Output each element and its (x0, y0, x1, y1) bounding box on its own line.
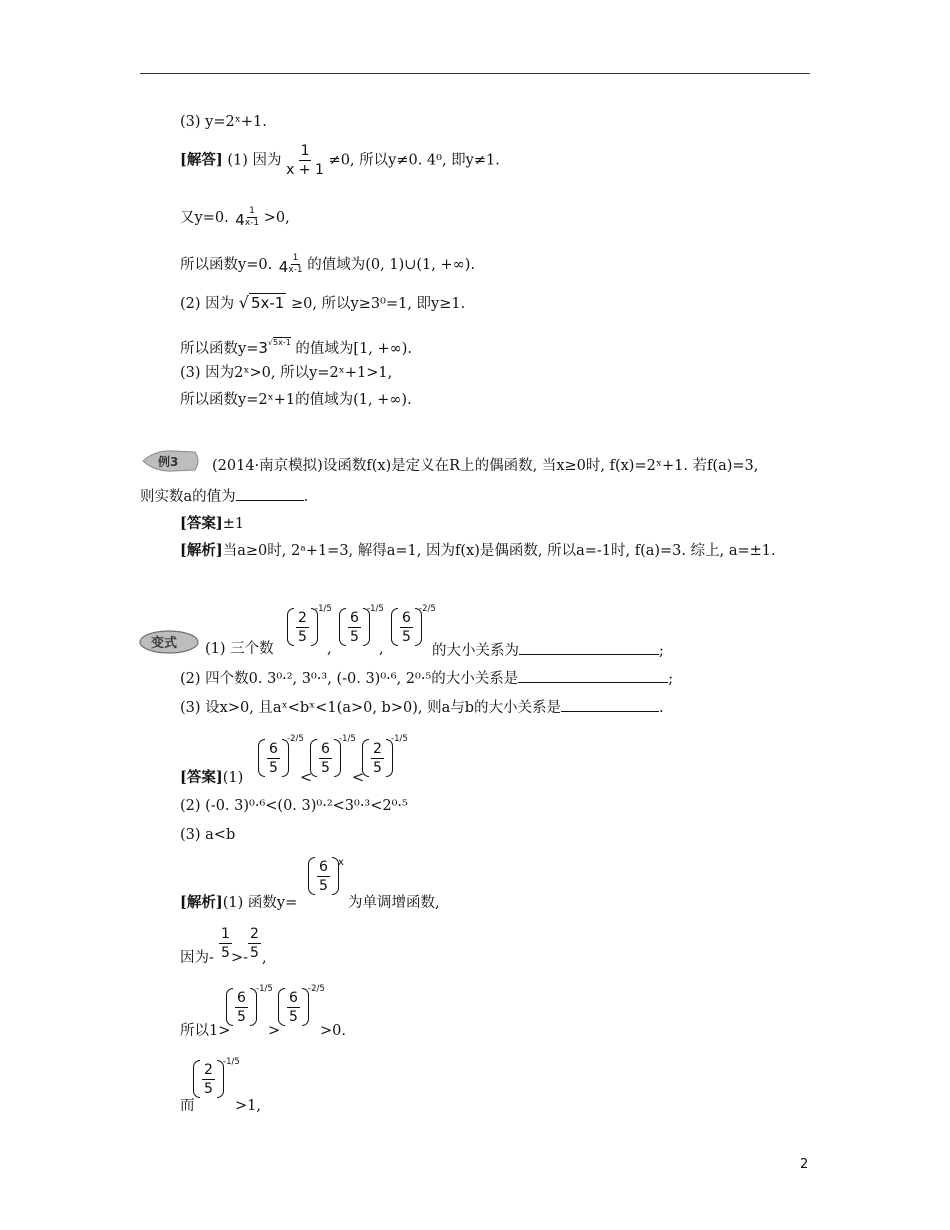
answer-blank (519, 640, 659, 655)
denominator: 5 (319, 877, 328, 894)
line-text-b: 的值域为[1, +∞). (295, 341, 413, 357)
denominator: 5 (237, 1008, 246, 1025)
paren-fraction-6-5 (310, 739, 341, 777)
comma: , (379, 641, 384, 657)
answer-label: [答案] (180, 769, 223, 786)
fraction-denominator: x + 1 (286, 162, 324, 178)
power-base: 3 (258, 339, 268, 357)
exponent-denominator: x-1 (244, 218, 260, 228)
line-text-b: >0, (263, 210, 290, 226)
line-text-b: 的值域为(0, 1)∪(1, +∞). (307, 257, 475, 273)
text-because: 因为- (180, 950, 214, 966)
numerator: 2 (298, 609, 307, 626)
paren-fraction-6-5 (391, 608, 422, 646)
denominator: 5 (402, 628, 411, 645)
fraction (371, 740, 384, 777)
numerator: 2 (373, 740, 382, 757)
answer-blank (561, 697, 659, 712)
solution-text-b: ≠0, 所以y≠0. 4⁰, 即y≠1. (328, 152, 500, 169)
denominator: 5 (250, 945, 259, 961)
analysis-line (180, 542, 776, 560)
variant-1-tail: 的大小关系为 (432, 643, 519, 659)
left-paren (226, 988, 233, 1026)
denominator: 5 (289, 1008, 298, 1025)
exponent: -1/5 (315, 604, 332, 614)
variant-analysis-line-2 (180, 949, 214, 967)
power-expression (235, 206, 259, 230)
exponent: -1/5 (256, 984, 273, 994)
less-than: < (352, 770, 365, 786)
analysis-text-b: 为单调增函数, (348, 895, 440, 911)
denominator: 5 (321, 759, 330, 776)
left-paren (278, 988, 285, 1026)
problem-3-text: (3) y=2ˣ+1. (180, 114, 267, 130)
left-paren (287, 608, 294, 646)
numerator: 6 (289, 989, 298, 1006)
variant-analysis-line-1 (180, 894, 297, 912)
paren-fraction-2-5 (287, 608, 318, 646)
numerator: 6 (321, 740, 330, 757)
problem-3-line (180, 113, 267, 131)
fraction (317, 858, 330, 895)
left-paren (193, 1060, 200, 1098)
analysis-label: [解析] (180, 542, 223, 559)
variant-1-text-b (432, 640, 664, 660)
left-paren (310, 739, 317, 777)
solution-line-1 (180, 142, 500, 179)
left-paren (258, 739, 265, 777)
left-paren (339, 608, 346, 646)
numerator: 6 (319, 858, 328, 875)
fraction-1-5 (219, 925, 232, 962)
greater-than: > (268, 1023, 281, 1039)
numerator: 2 (250, 926, 259, 942)
fraction-numerator: 1 (300, 143, 310, 159)
variant-analysis-line-3-a: 所以1> (180, 1023, 231, 1039)
exponent: -1/5 (339, 734, 356, 744)
paren-fraction-6-5 (258, 739, 289, 777)
exponent: -2/5 (308, 984, 325, 994)
exponent-fraction (245, 206, 259, 229)
analysis-text: 当a≥0时, 2ᵃ+1=3, 解得a=1, 因为f(x)是偶函数, 所以a=-1时, f(a)=3. 综上, a=±1. (222, 543, 776, 559)
variant-analysis-line-4-a: 而 (180, 1098, 195, 1114)
numerator: 6 (269, 740, 278, 757)
exponent: -2/5 (419, 604, 436, 614)
answer-blank (236, 486, 304, 501)
analysis-text-a: (1) 函数y= (222, 895, 298, 911)
solution-text-a: (1) 因为 (227, 152, 282, 169)
sqrt-icon: √ (238, 293, 249, 312)
answer-label: [答案] (180, 515, 223, 532)
variant-2-text: (2) 四个数0. 3⁰·², 3⁰·³, (-0. 3)⁰·⁶, 2⁰·⁵的大小关系是 (180, 671, 519, 687)
answer-blank (518, 668, 668, 683)
example-3-text: 则实数a的值为 (140, 489, 236, 505)
comma: , (262, 950, 267, 966)
left-paren (362, 739, 369, 777)
numerator: 1 (221, 926, 230, 942)
fraction (235, 989, 248, 1026)
line-text-a: 又y=0. (180, 210, 229, 226)
solution-line-4 (180, 293, 465, 313)
solution-line-6: (3) 因为2ˣ>0, 所以y=2ˣ+1>1, (180, 365, 393, 381)
power-expression (279, 253, 303, 277)
variant-3-line (180, 697, 664, 717)
example-3-line-2 (140, 486, 308, 506)
fraction (319, 740, 332, 777)
fraction (400, 609, 413, 646)
exponent-fraction (288, 253, 302, 276)
exponent: -2/5 (287, 734, 304, 744)
exponent: x (338, 857, 344, 868)
paren-fraction-2-5 (193, 1060, 224, 1098)
exponent: -1/5 (367, 604, 384, 614)
variant-badge-label: 变式 (151, 636, 178, 651)
analysis-label: [解析] (180, 894, 223, 911)
line-text-a: 所以函数y=0. (180, 257, 273, 273)
power-base: 4 (235, 211, 245, 229)
variant-analysis-line-4-b: >1, (235, 1098, 261, 1114)
exponent-radicand: 5x-1 (273, 338, 291, 347)
denominator: 5 (221, 945, 230, 961)
answer-line (180, 515, 244, 533)
semicolon: ; (659, 643, 664, 659)
variant-analysis-line-3-c: >0. (320, 1023, 346, 1039)
less-than: < (300, 770, 313, 786)
variant-2-line (180, 668, 673, 688)
exponent: -1/5 (223, 1057, 240, 1067)
paren-fraction-6-5 (308, 857, 339, 895)
fraction-1-over-x-plus-1 (286, 142, 324, 179)
variant-3-text: (3) 设x>0, 且aˣ<bˣ<1(a>0, b>0), 则a与b的大小关系是 (180, 700, 562, 716)
greater-minus: >- (231, 950, 249, 966)
exponent-numerator: 1 (292, 253, 299, 263)
answer-index: (1) (222, 770, 244, 786)
header-rule (140, 73, 810, 74)
variant-answer-line-1 (180, 769, 243, 787)
fraction (267, 740, 280, 777)
fraction (287, 989, 300, 1026)
left-paren (308, 857, 315, 895)
denominator: 5 (204, 1080, 213, 1097)
denominator: 5 (350, 628, 359, 645)
solution-label: [解答] (180, 151, 223, 169)
sqrt-radicand: 5x-1 (250, 294, 285, 312)
paren-fraction-2-5 (362, 739, 393, 777)
paren-fraction-6-5 (226, 988, 257, 1026)
line-text-a: 所以函数y= (180, 341, 259, 357)
exponent: -1/5 (391, 734, 408, 744)
variant-answer-line-2: (2) (-0. 3)⁰·⁶<(0. 3)⁰·²<3⁰·³<2⁰·⁵ (180, 798, 408, 814)
example-3-line-1: (2014·南京模拟)设函数f(x)是定义在R上的偶函数, 当x≥0时, f(x)=2ˣ+1. 若f(a)=3, (212, 458, 759, 474)
comma: , (327, 641, 332, 657)
paren-fraction-6-5 (339, 608, 370, 646)
exponent-numerator: 1 (249, 206, 255, 216)
numerator: 2 (204, 1061, 213, 1078)
variant-answer-line-3: (3) a<b (180, 827, 236, 843)
denominator: 5 (269, 759, 278, 776)
period: . (303, 489, 309, 505)
solution-line-2 (180, 206, 290, 230)
line-text-a: (2) 因为 (180, 296, 235, 312)
left-paren (391, 608, 398, 646)
page-number: 2 (800, 1157, 809, 1172)
solution-line-7: 所以函数y=2ˣ+1的值域为(1, +∞). (180, 392, 412, 408)
fraction (296, 609, 309, 646)
variant-1-text-a: (1) 三个数 (205, 641, 274, 657)
semicolon: ; (668, 671, 674, 687)
denominator: 5 (298, 628, 307, 645)
solution-line-5 (180, 334, 412, 358)
paren-fraction-6-5 (278, 988, 309, 1026)
fraction-2-5 (248, 925, 261, 962)
numerator: 6 (237, 989, 246, 1006)
line-text-b: ≥0, 所以y≥3⁰=1, 即y≥1. (290, 296, 466, 312)
example-badge-icon (139, 447, 203, 475)
period: . (659, 700, 664, 716)
numerator: 6 (402, 609, 411, 626)
fraction (348, 609, 361, 646)
sqrt-icon: √ (267, 338, 273, 347)
exponent-denominator: x-1 (288, 265, 303, 275)
power-base: 4 (278, 258, 289, 276)
solution-line-3 (180, 253, 475, 277)
numerator: 6 (350, 609, 359, 626)
example-badge-label: 例3 (158, 455, 179, 469)
denominator: 5 (373, 759, 382, 776)
fraction (202, 1061, 215, 1098)
variant-badge-icon (137, 628, 201, 656)
answer-value: ±1 (222, 516, 245, 532)
